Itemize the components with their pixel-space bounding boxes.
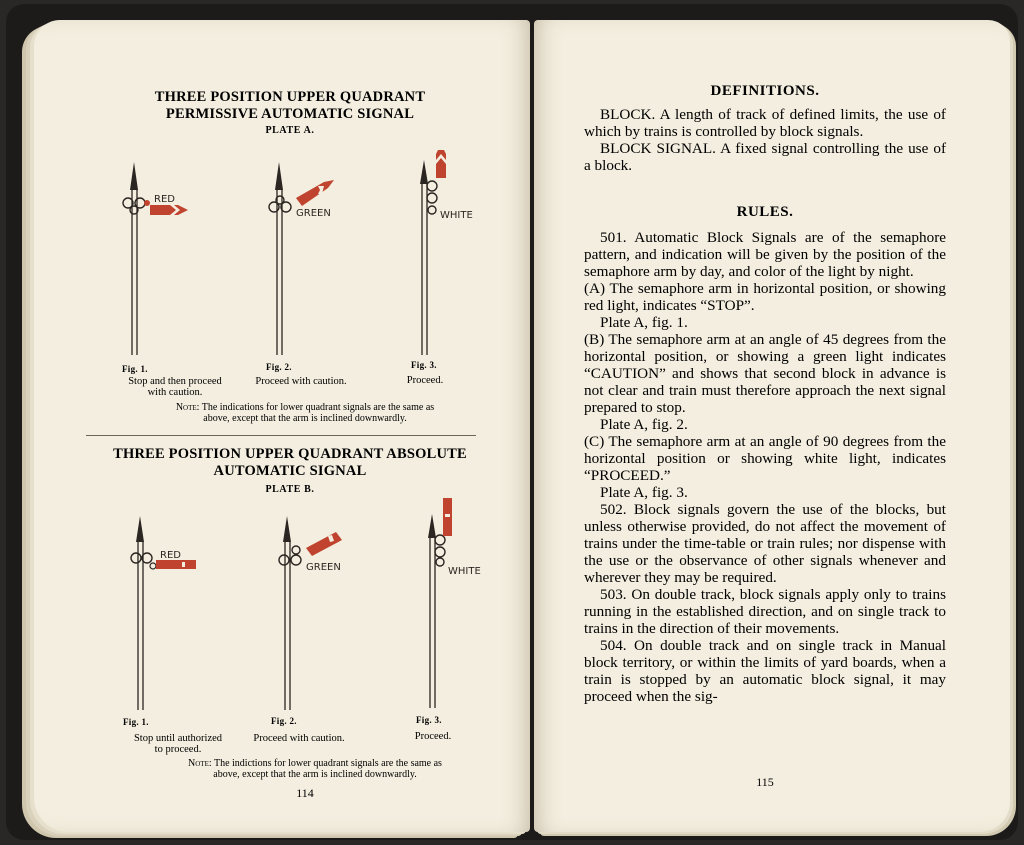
rule-504: 504. On double track and on single track in Manual block territory, or within the limits of yard boards, when a train is stopped by an automatic block signal, it may proceed when the sig- — [584, 637, 946, 705]
plate-a-fig3-signal — [420, 150, 446, 355]
caption-line: with caution. — [147, 387, 203, 398]
rule-501-c-ref: Plate A, fig. 3. — [600, 484, 688, 501]
rule-501-b: (B) The semaphore arm at an angle of 45 degrees from the horizontal position, or showing a green light indicates “CAUTION” and shows that second block in advance is not clear and train must therefore approach the next signal prepared to stop. — [584, 331, 946, 416]
rule-501: 501. Automatic Block Signals are of the semaphore pattern, and indication will be given by the position of the semaphore arm by day, and color of the light by night. — [584, 229, 946, 280]
plate-b-fig3-caption: Proceed. — [414, 731, 452, 742]
plate-a-fig2-label: Fig. 2. — [266, 362, 292, 372]
section-divider — [86, 435, 476, 436]
rules-body — [584, 229, 946, 705]
plate-a-note — [130, 402, 480, 424]
plate-b-fig3-signal — [428, 498, 452, 708]
plate-b-fig2-signal — [279, 516, 342, 710]
definitions-body — [584, 106, 946, 174]
caption-line: to proceed. — [154, 744, 202, 755]
plate-a-title-line1: THREE POSITION UPPER QUADRANT — [154, 89, 426, 105]
rule-501-a-ref: Plate A, fig. 1. — [600, 314, 688, 331]
rule-502: 502. Block signals govern the use of the blocks, but unless otherwise provided, do not affect the movement of trains under the time-table or train rules; nor dispense with the use or the observance of other signals whenever and wherever they may be required. — [584, 501, 946, 586]
note-line: above, except that the arm is inclined downwardly. — [213, 769, 417, 780]
caption-line: Stop until authorized — [133, 733, 223, 744]
plate-a-signals — [110, 150, 490, 362]
plate-b-title — [90, 446, 490, 480]
plate-a-fig3-caption: Proceed. — [406, 375, 444, 386]
rules-heading: RULES. — [736, 204, 794, 220]
plate-b-fig1-caption — [114, 733, 242, 755]
right-page-number: 115 — [756, 775, 774, 789]
plate-b-fig2-caption: Proceed with caution. — [253, 733, 345, 744]
plate-b-fig1-signal — [131, 516, 196, 710]
caption-line: Stop and then proceed — [128, 376, 222, 387]
rule-501-c: (C) The semaphore arm at an angle of 90 degrees from the horizontal position or showing white light, indicates “PROCEED.” — [584, 433, 946, 484]
plate-a-fig1-lamp: RED — [154, 194, 175, 205]
left-page-number: 114 — [296, 786, 314, 800]
plate-b-note — [140, 758, 490, 780]
block-signal-definition: BLOCK SIGNAL. A fixed signal controlling the use of a block. — [584, 140, 946, 174]
rule-503: 503. On double track, block signals apply only to trains running in the established direction, and on single track to trains in the direction of their movements. — [584, 586, 946, 637]
plate-a-label: PLATE A. — [265, 125, 315, 136]
block-definition: BLOCK. A length of track of defined limits, the use of which by trains is controlled by block signals. — [584, 106, 946, 140]
plate-a-fig1-caption — [110, 376, 240, 398]
plate-b-title-line2: AUTOMATIC SIGNAL — [213, 463, 367, 479]
plate-a-title-line2: PERMISSIVE AUTOMATIC SIGNAL — [165, 106, 415, 122]
plate-a-fig3-lamp: WHITE — [440, 210, 473, 221]
note-line: above, except that the arm is inclined downwardly. — [203, 413, 407, 424]
rule-501-b-ref: Plate A, fig. 2. — [600, 416, 688, 433]
plate-a-title — [100, 89, 480, 123]
plate-b-title-line1: THREE POSITION UPPER QUADRANT ABSOLUTE — [113, 446, 467, 462]
plate-b-fig3-lamp: WHITE — [448, 566, 481, 577]
definitions-heading: DEFINITIONS. — [710, 83, 820, 99]
plate-a-fig1-signal — [123, 162, 188, 355]
plate-b-fig3-label: Fig. 3. — [416, 715, 442, 725]
plate-b-fig2-lamp: GREEN — [306, 562, 341, 573]
plate-a-fig2-signal — [269, 162, 334, 355]
note-label: Note: — [188, 758, 212, 769]
rule-501-a: (A) The semaphore arm in horizontal position, or showing red light, indicates “STOP”. — [584, 280, 946, 314]
plate-a-fig2-caption: Proceed with caution. — [255, 376, 347, 387]
plate-a-fig1-label: Fig. 1. — [122, 364, 148, 374]
plate-a-fig2-lamp: GREEN — [296, 208, 331, 219]
plate-b-fig2-label: Fig. 2. — [271, 716, 297, 726]
plate-b-label: PLATE B. — [265, 484, 315, 495]
plate-b-fig1-label: Fig. 1. — [123, 717, 149, 727]
plate-b-signals — [110, 496, 490, 714]
note-line: The indications for lower quadrant signals are the same as — [201, 402, 435, 413]
plate-b-fig1-lamp: RED — [160, 550, 181, 561]
plate-a-fig3-label: Fig. 3. — [411, 360, 437, 370]
note-label: Note: — [175, 402, 200, 413]
note-line: The indictions for lower quadrant signals are the same as — [213, 758, 442, 769]
